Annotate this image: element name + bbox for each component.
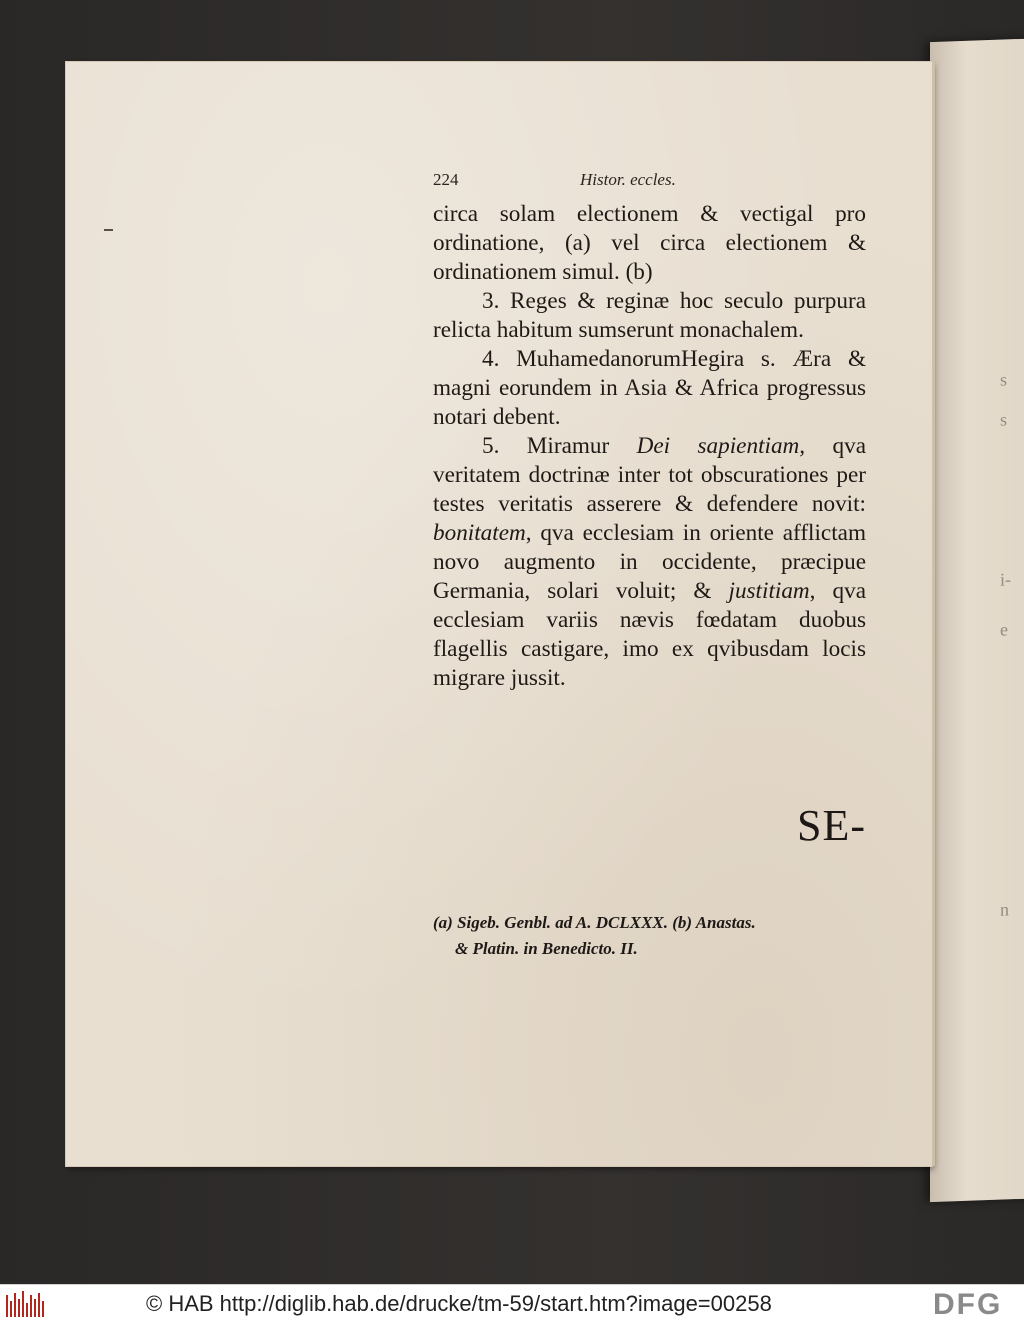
page-edge	[932, 62, 935, 1166]
hab-logo-icon[interactable]	[6, 1291, 46, 1317]
running-title: Histor. eccles.	[580, 170, 676, 189]
paragraph-2: 3. Reges & reginæ hoc seculo purpura relicta habitum sumserunt monachalem.	[433, 288, 866, 343]
copyright-link[interactable]: © HAB http://diglib.hab.de/drucke/tm-59/start.htm?image=00258	[146, 1291, 772, 1316]
paragraph-3: 4. MuhamedanorumHegira s. Æra & magni eorundem in Asia & Africa progressus notari debent.	[433, 346, 866, 430]
p4-sapientiam: Dei sapientiam,	[636, 433, 806, 459]
footnote-line-1: (a) Sigeb. Genbl. ad A. DCLXXX. (b) Anastas.	[433, 913, 756, 932]
p4-mid2: , qva ecclesiam in oriente afflictam novo augmento in occidente, præcipue Germania, solari voluit; &	[433, 520, 866, 604]
margin-mark	[104, 229, 113, 231]
page-number: 224	[433, 170, 459, 189]
paragraph-4	[433, 432, 866, 693]
viewer-footer	[0, 1284, 1024, 1323]
paragraph-1: circa solam electionem & vectigal pro ordinatione, (a) vel circa electionem & ordinationem simul. (b)	[433, 201, 866, 285]
catchword: SE-	[797, 801, 866, 850]
facing-page-edge: s s i- e n	[930, 38, 1024, 1202]
p4-mid1: qva veritatem doctrinæ inter tot obscurationes per testes veritatis asserere & defendere novit:	[433, 433, 866, 517]
main-text	[433, 200, 866, 693]
book-page	[66, 62, 932, 1166]
footnote-line-2: & Platin. in Benedicto. II.	[455, 939, 638, 958]
dfg-logo[interactable]: DFG	[933, 1288, 1003, 1321]
p4-bonitatem: bonitatem	[433, 520, 526, 546]
p4-lead: 5. Miramur	[482, 433, 637, 459]
footnotes	[433, 910, 883, 962]
p4-end: , qva ecclesiam variis nævis fœdatam duobus flagellis castigare, imo ex qvibusdam locis migrare jussit.	[433, 578, 866, 691]
p4-justitiam: justitiam	[728, 578, 810, 604]
